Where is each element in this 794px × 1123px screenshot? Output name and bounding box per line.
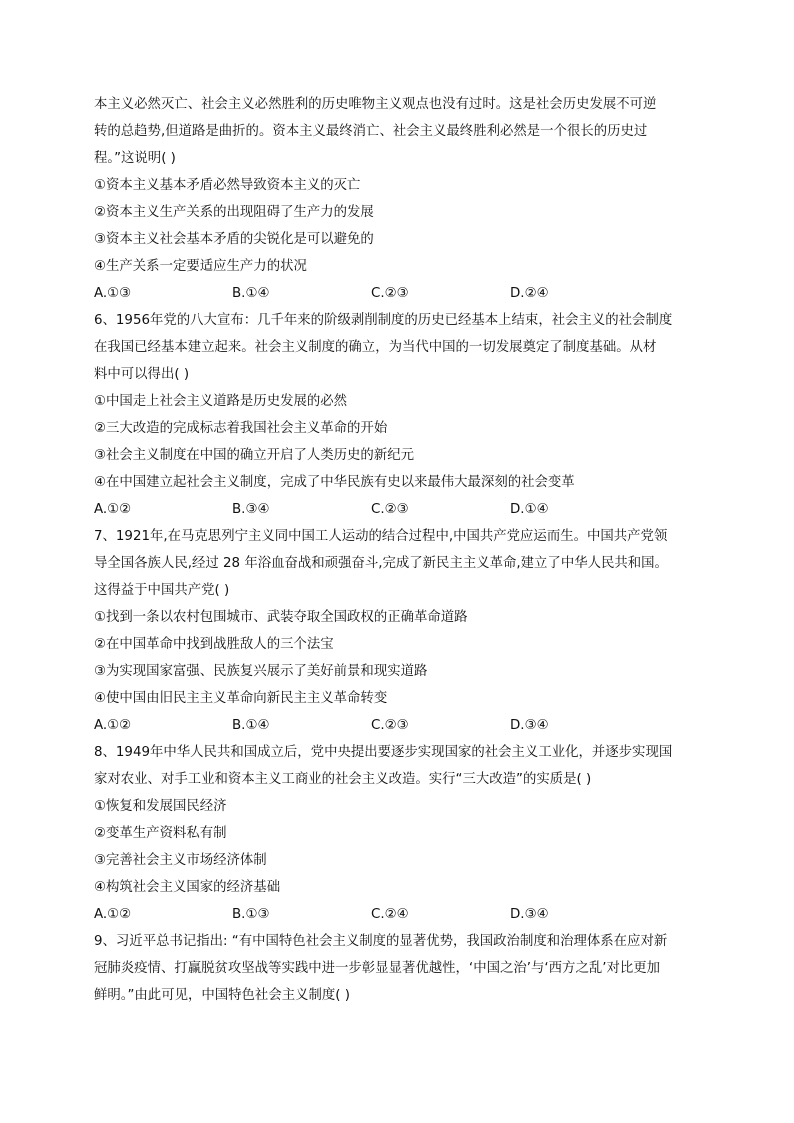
answer-choice-d: D.③④	[510, 718, 549, 733]
answer-choice-a: A.①②	[94, 718, 132, 733]
text-line: 这得益于中国共产党( )	[94, 583, 230, 598]
question-9-text: 9、习近平总书记指出: “有中国特色社会主义制度的显著优势，我国政治制度和治理体系在应对新	[94, 934, 668, 949]
answer-choice-b: B.①③	[232, 907, 270, 922]
option-statement: ②三大改造的完成标志着我国社会主义革命的开始	[94, 421, 388, 436]
answer-choice-c: C.②③	[371, 502, 409, 517]
option-statement: ②在中国革命中找到战胜敌人的三个法宝	[94, 637, 334, 652]
option-statement: ①找到一条以农村包围城市、武装夺取全国政权的正确革命道路	[94, 610, 468, 625]
answer-choices	[94, 285, 694, 303]
text-line: 导全国各族人民,经过 28 年浴血奋战和顽强奋斗,完成了新民主主义革命,建立了中华人民共和国。	[94, 556, 668, 571]
option-statement: ③完善社会主义市场经济体制	[94, 853, 267, 868]
text-line: 程。”这说明( )	[94, 151, 176, 166]
answer-choices	[94, 501, 694, 519]
option-statement: ④生产关系一定要适应生产力的状况	[94, 259, 307, 274]
option-statement: ①资本主义基本矛盾必然导致资本主义的灭亡	[94, 178, 361, 193]
question-8-text: 8、1949年中华人民共和国成立后，党中央提出要逐步实现国家的社会主义工业化，并逐步实现国	[94, 745, 673, 760]
option-statement: ③社会主义制度在中国的确立开启了人类历史的新纪元	[94, 448, 414, 463]
question-6-text: 6、1956年党的八大宣布：几千年来的阶级剥削制度的历史已经基本上结束，社会主义的社会制度	[94, 313, 673, 328]
option-statement: ④构筑社会主义国家的经济基础	[94, 880, 281, 895]
option-statement: ②资本主义生产关系的出现阻碍了生产力的发展	[94, 205, 374, 220]
answer-choice-d: D.③④	[510, 907, 549, 922]
option-statement: ③资本主义社会基本矛盾的尖锐化是可以避免的	[94, 232, 374, 247]
answer-choice-c: C.②③	[371, 286, 409, 301]
option-statement: ①中国走上社会主义道路是历史发展的必然	[94, 394, 348, 409]
answer-choice-b: B.③④	[232, 502, 270, 517]
answer-choice-b: B.①④	[232, 286, 270, 301]
answer-choice-d: D.②④	[510, 286, 549, 301]
option-statement: ①恢复和发展国民经济	[94, 799, 227, 814]
answer-choice-c: C.②④	[371, 907, 409, 922]
answer-choice-a: A.①③	[94, 286, 132, 301]
answer-choice-a: A.①②	[94, 907, 132, 922]
option-statement: ④在中国建立起社会主义制度，完成了中华民族有史以来最伟大最深刻的社会变革	[94, 475, 575, 490]
text-line: 家对农业、对手工业和资本主义工商业的社会主义改造。实行“三大改造”的实质是( )	[94, 772, 592, 787]
text-line: 料中可以得出( )	[94, 367, 190, 382]
answer-choice-c: C.②③	[371, 718, 409, 733]
text-line: 鲜明。”由此可见，中国特色社会主义制度( )	[94, 988, 350, 1003]
answer-choice-d: D.①④	[510, 502, 549, 517]
option-statement: ③为实现国家富强、民族复兴展示了美好前景和现实道路	[94, 664, 428, 679]
answer-choice-a: A.①②	[94, 502, 132, 517]
text-line: 冠肺炎疫情、打赢脱贫攻坚战等实践中进一步彰显显著优越性，‘中国之治’与‘西方之乱’对比更加	[94, 961, 661, 976]
question-7-text: 7、1921年,在马克思列宁主义同中国工人运动的结合过程中,中国共产党应运而生。中国共产党领	[94, 529, 668, 544]
answer-choice-b: B.①④	[232, 718, 270, 733]
text-line: 转的总趋势,但道路是曲折的。资本主义最终消亡、社会主义最终胜利必然是一个很长的历史过	[94, 124, 648, 139]
option-statement: ④使中国由旧民主主义革命向新民主主义革命转变	[94, 691, 388, 706]
option-statement: ②变革生产资料私有制	[94, 826, 227, 841]
answer-choices	[94, 717, 694, 735]
text-line: 在我国已经基本建立起来。社会主义制度的确立，为当代中国的一切发展奠定了制度基础。从材	[94, 340, 657, 355]
answer-choices	[94, 906, 694, 924]
text-line: 本主义必然灭亡、社会主义必然胜利的历史唯物主义观点也没有过时。这是社会历史发展不可逆	[94, 97, 657, 112]
